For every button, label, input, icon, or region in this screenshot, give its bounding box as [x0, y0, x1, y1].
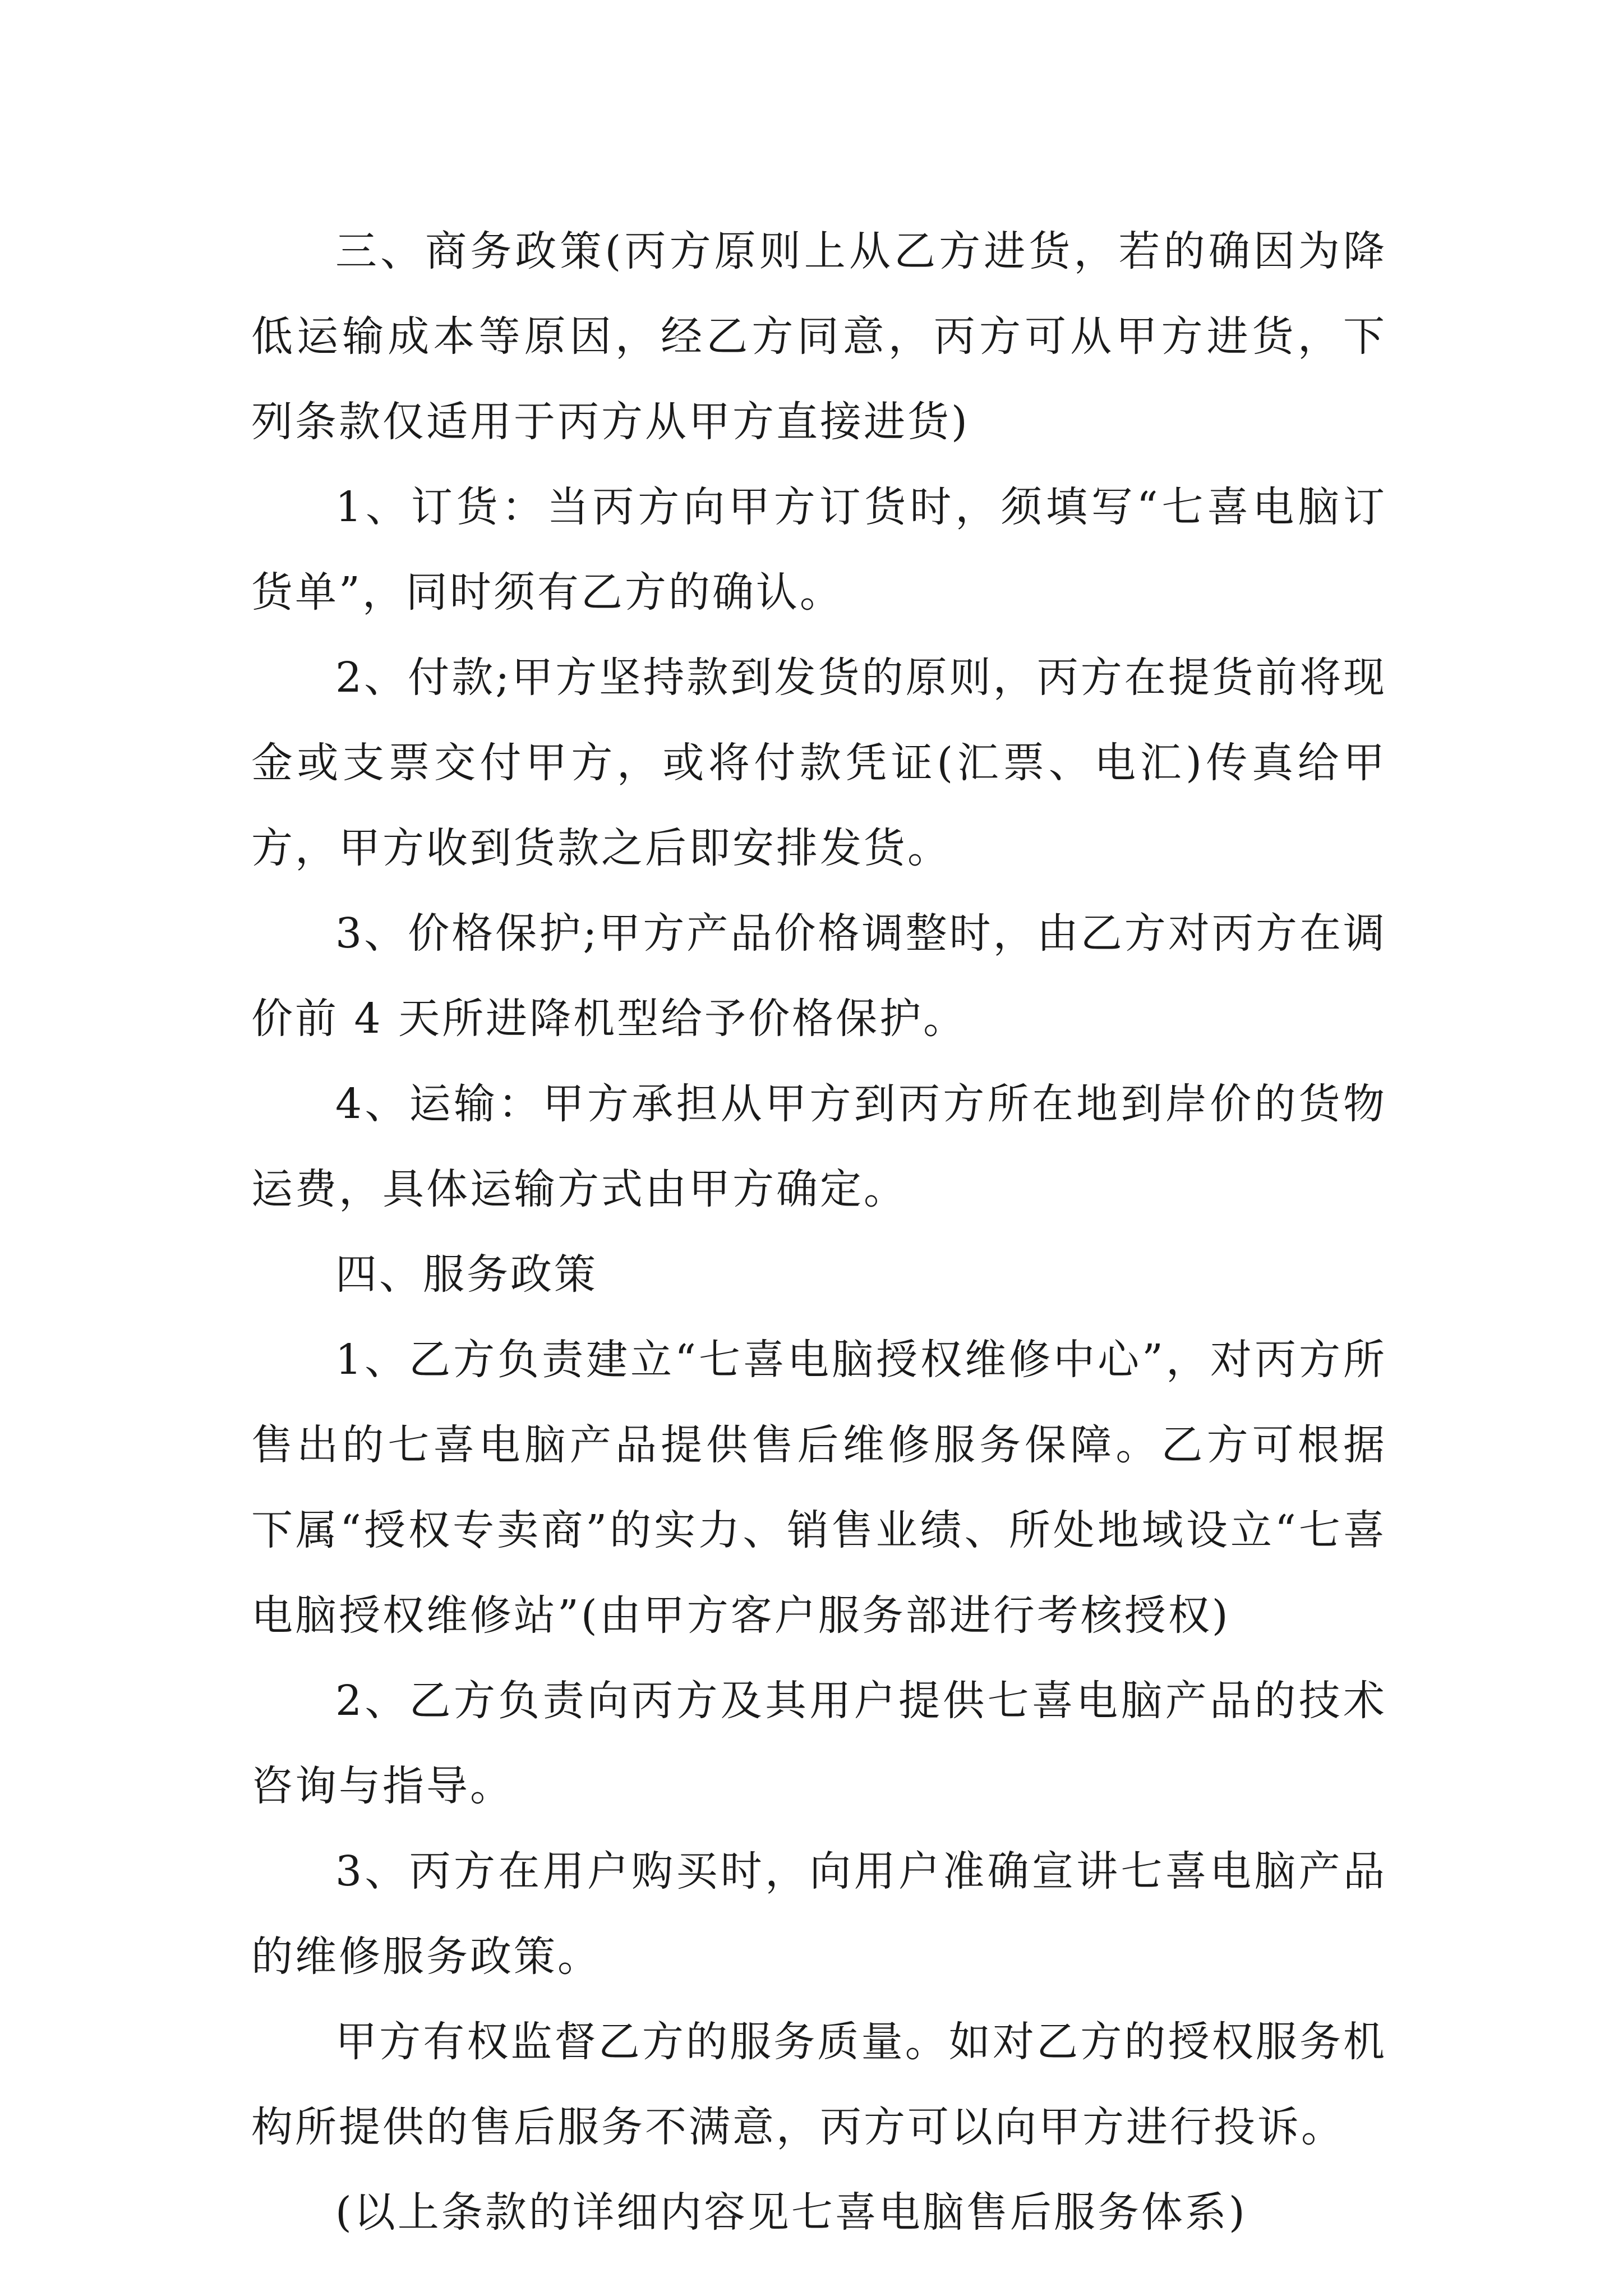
heading-section-four-service-policy: 四、服务政策 [335, 1250, 598, 1299]
paragraph-section-three-business-policy: 三、商务政策(丙方原则上从乙方进货，若的确因为降低运输成本等原因，经乙方同意，丙方可从甲方进货，下列条款仅适用于丙方从甲方直接进货) [251, 227, 1387, 446]
paragraph-service-center: 1、乙方负责建立“七喜电脑授权维修中心”，对丙方所售出的七喜电脑产品提供售后维修服务保障。乙方可根据下属“授权专卖商”的实力、销售业绩、所处地域设立“七喜电脑授权维修站”(由甲方客户服务部进行考核授权) [251, 1336, 1387, 1640]
paragraph-technical-consulting: 2、乙方负责向丙方及其用户提供七喜电脑产品的技术咨询与指导。 [251, 1677, 1387, 1810]
paragraph-service-supervision: 甲方有权监督乙方的服务质量。如对乙方的授权服务机构所提供的售后服务不满意，丙方可以向甲方进行投诉。 [251, 2018, 1387, 2151]
paragraph-price-protection: 3、价格保护;甲方产品价格调整时，由乙方对丙方在调价前 4 天所进降机型给予价格保护。 [251, 909, 1387, 1043]
paragraph-transport: 4、运输：甲方承担从甲方到丙方所在地到岸价的货物运费，具体运输方式由甲方确定。 [251, 1080, 1387, 1213]
paragraph-reference-note: (以上条款的详细内容见七喜电脑售后服务体系) [335, 2188, 1247, 2237]
paragraph-service-policy-explanation: 3、丙方在用户购买时，向用户准确宣讲七喜电脑产品的维修服务政策。 [251, 1847, 1387, 1981]
document-page [251, 209, 1387, 2255]
paragraph-ordering: 1、订货：当丙方向甲方订货时，须填写“七喜电脑订货单”，同时须有乙方的确认。 [251, 483, 1387, 616]
paragraph-payment: 2、付款;甲方坚持款到发货的原则，丙方在提货前将现金或支票交付甲方，或将付款凭证(汇票、电汇)传真给甲方，甲方收到货款之后即安排发货。 [251, 654, 1387, 872]
